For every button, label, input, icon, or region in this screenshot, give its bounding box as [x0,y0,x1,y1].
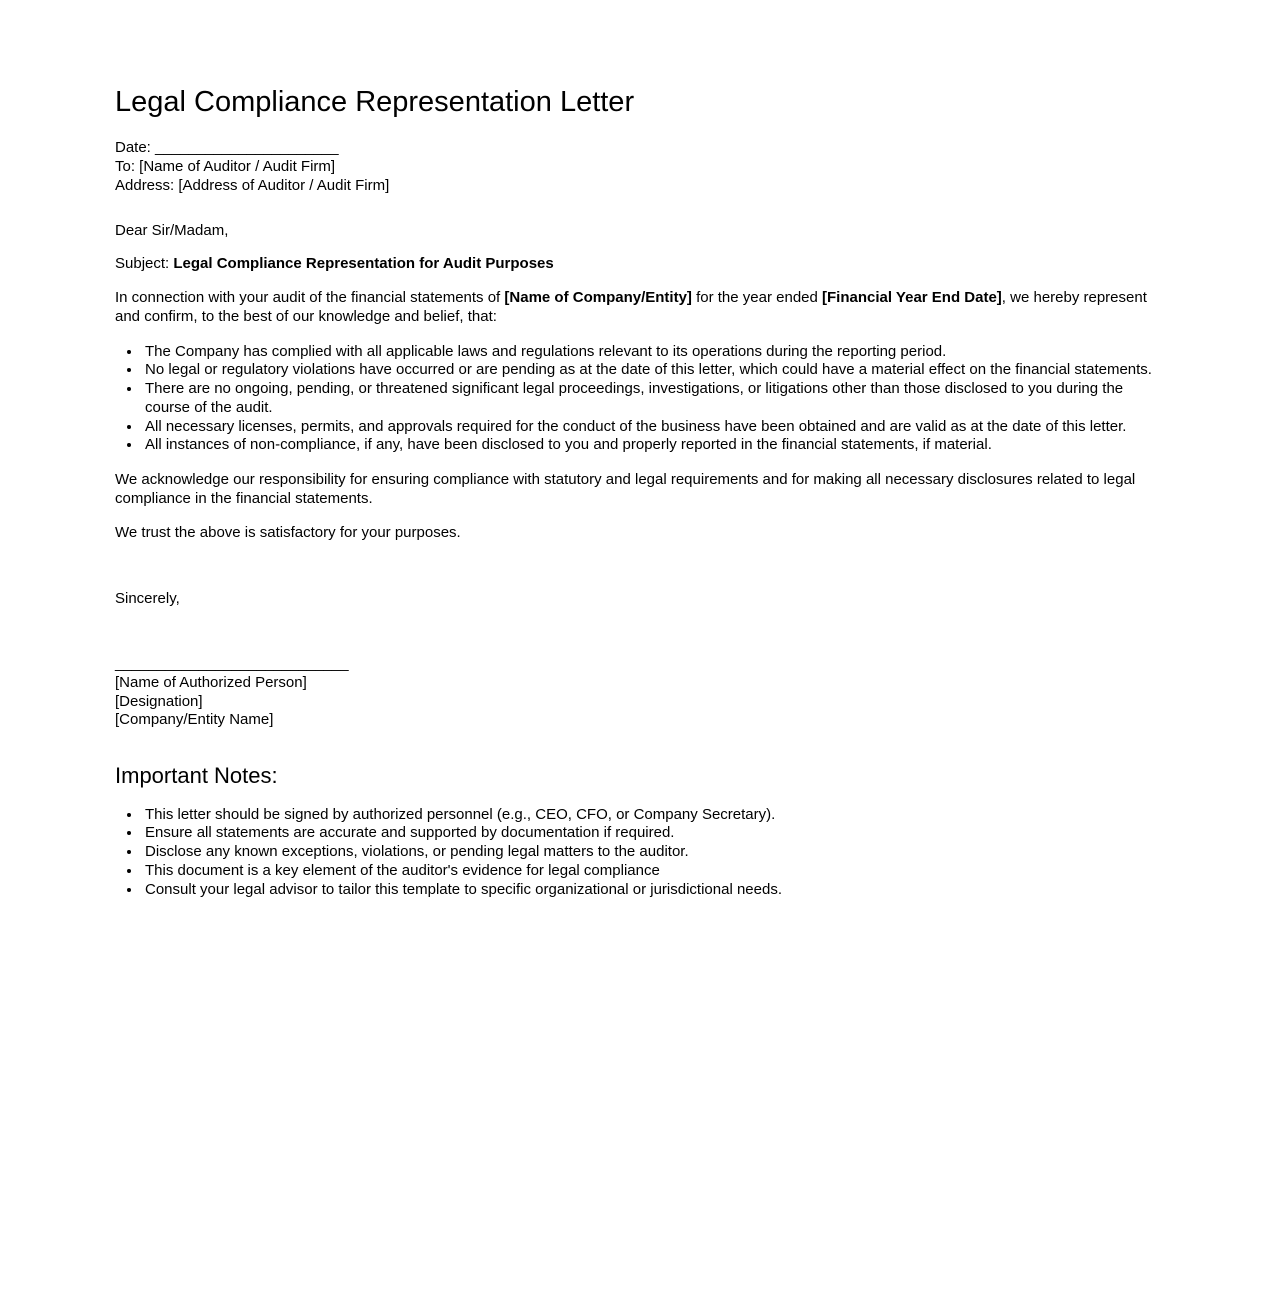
signature-name-placeholder: [Name of Authorized Person] [115,673,307,691]
signature-company-placeholder: [Company/Entity Name] [115,711,274,729]
subject-line [115,255,1163,274]
intro-paragraph [115,289,1163,327]
representations-list [115,343,1163,456]
list-item: • All instances of non-compliance, if any, have been disclosed to you and properly reported in the financial statements, if material. [142,436,1163,455]
address-line: Address: [Address of Auditor / Audit Firm] [115,176,390,194]
list-item: • No legal or regulatory violations have occurred or are pending as at the date of this letter, which could have a material effect on the financial statements. [142,361,1163,380]
list-item: • All necessary licenses, permits, and approvals required for the conduct of the business have been obtained and are valid as at the date of this letter. [142,418,1163,437]
list-item: • This document is a key element of the auditor's evidence for legal compliance [142,862,1163,881]
document-title: Legal Compliance Representation Letter [115,86,635,118]
notes-list [115,806,1163,900]
list-item: • Ensure all statements are accurate and supported by documentation if required. [142,824,1163,843]
subject-label: Subject: [115,255,174,273]
date-line: Date: ______________________ [115,139,339,157]
list-item: • There are no ongoing, pending, or threatened significant legal proceedings, investigations, or litigations other than those disclosed to you during the course of the audit. [142,380,1163,418]
subject-value: Legal Compliance Representation for Audit Purposes [173,255,554,273]
year-end-placeholder: [Financial Year End Date] [822,289,1002,307]
signature-rule: ____________________________ [115,655,349,673]
intro-text-1: In connection with your audit of the financial statements of [115,289,505,307]
intro-text-2: for the year ended [691,289,823,307]
list-item: • Consult your legal advisor to tailor this template to specific organizational or jurisdictional needs. [142,881,1163,900]
list-item: • The Company has complied with all applicable laws and regulations relevant to its operations during the reporting period. [142,343,1163,362]
to-line: To: [Name of Auditor / Audit Firm] [115,158,336,176]
trust-paragraph: We trust the above is satisfactory for your purposes. [115,523,461,541]
acknowledgement-paragraph: We acknowledge our responsibility for ensuring compliance with statutory and legal requirements and for making all necessary disclosures related to legal compliance in the financial statements. [115,471,1136,507]
salutation: Dear Sir/Madam, [115,221,229,239]
company-placeholder: [Name of Company/Entity] [504,289,692,307]
signature-designation-placeholder: [Designation] [115,692,203,710]
signature-block [115,655,1163,730]
list-item: • Disclose any known exceptions, violations, or pending legal matters to the auditor. [142,843,1163,862]
signoff: Sincerely, [115,590,180,608]
notes-heading: Important Notes: [115,763,278,789]
recipient-block [115,139,1163,195]
list-item: • This letter should be signed by authorized personnel (e.g., CEO, CFO, or Company Secretary). [142,806,1163,825]
intro-text-3: , we hereby represent and confirm, to the best of our knowledge and belief, that: [115,289,1147,325]
